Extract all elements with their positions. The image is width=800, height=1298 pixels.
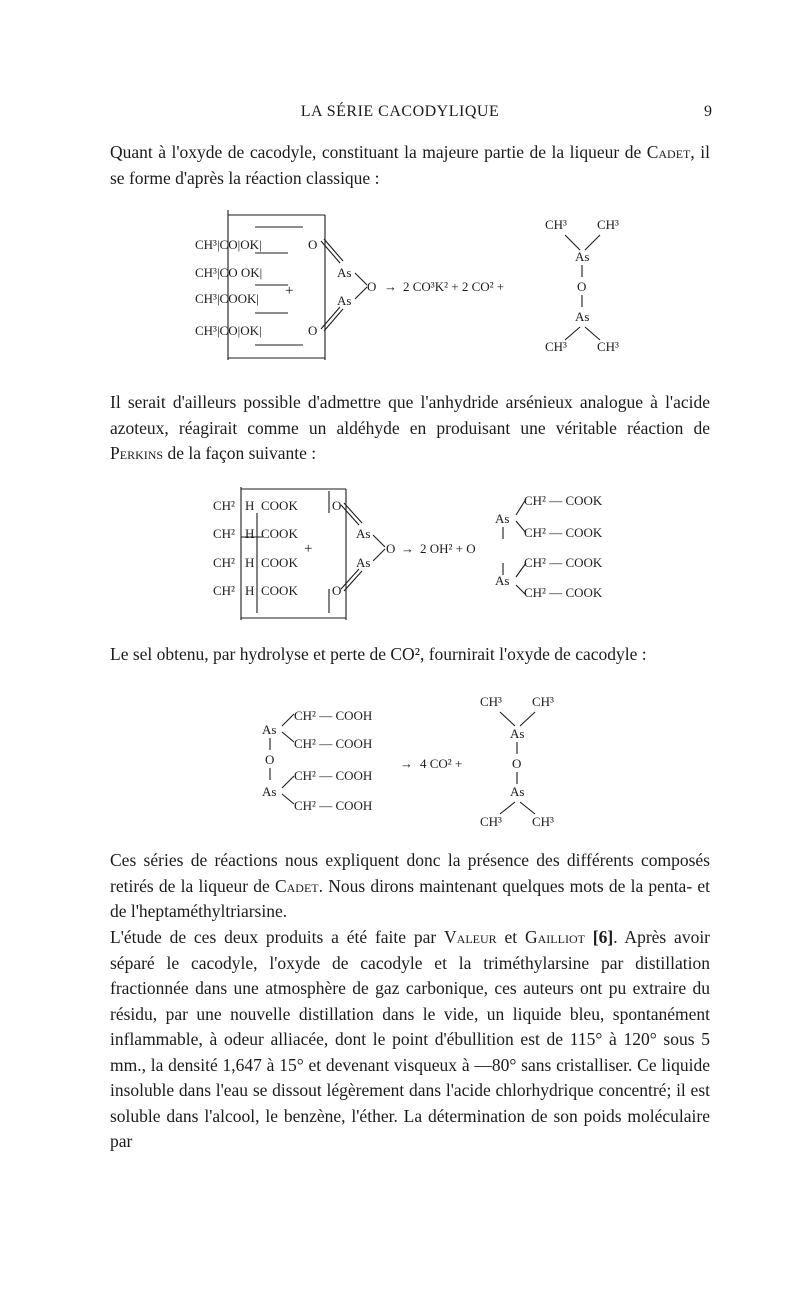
author-gailliot: Gailliot xyxy=(524,927,585,947)
r2-as-bottom: As xyxy=(495,573,510,588)
r2-ch2-4: CH² xyxy=(213,583,235,598)
author-perkins: Perkins xyxy=(110,443,164,463)
r1-ch3-br: CH³ xyxy=(597,339,619,354)
r1-products: 2 CO³K² + 2 CO² + xyxy=(403,279,505,294)
r3-arrow: → xyxy=(400,756,413,771)
r1-as-top: As xyxy=(575,249,590,264)
r2-chain-4: CH² — COOK xyxy=(524,585,603,600)
r2-plus: + xyxy=(304,541,313,557)
r1-o-bottom: O xyxy=(308,323,318,338)
r2-as-top: As xyxy=(495,511,510,526)
r3-o-right: O xyxy=(512,756,522,771)
r2-cook-1: COOK xyxy=(261,498,298,513)
r3-as-bottom: As xyxy=(262,784,277,799)
running-title: LA SÉRIE CACODYLIQUE xyxy=(300,103,500,120)
p5-text-et: et xyxy=(496,927,525,947)
r2-cook-4: COOK xyxy=(261,583,298,598)
r1-row-4: CH³|CO|OK| xyxy=(195,323,262,338)
r2-ch2-2: CH² xyxy=(213,526,235,541)
r1-row-3: CH³|COOK| xyxy=(195,291,259,306)
r3-as-right-top: As xyxy=(510,726,525,741)
r2-chain-1: CH² — COOK xyxy=(524,493,603,508)
r3-chain-4: CH² — COOH xyxy=(294,798,373,813)
r3-ch3-tl: CH³ xyxy=(480,694,502,709)
r1-as-bottom: As xyxy=(575,309,590,324)
r2-chain-3: CH² — COOK xyxy=(524,555,603,570)
r2-cook-2: COOK xyxy=(261,526,298,541)
r2-o-bottom: O xyxy=(332,583,342,598)
r2-h-4: H xyxy=(245,583,255,598)
p3-text: Le sel obtenu, par hydrolyse et perte de CO², fournirait l'oxyde de cacodyle : xyxy=(110,644,647,664)
r3-as-right-bottom: As xyxy=(510,784,525,799)
r1-row-2: CH³|CO OK| xyxy=(195,265,263,280)
r3-ch3-bl: CH³ xyxy=(480,814,502,829)
r1-row-1: CH³|CO|OK| xyxy=(195,237,262,252)
r1-ch3-tl: CH³ xyxy=(545,217,567,232)
p2-text-b: de la façon suivante : xyxy=(163,443,317,463)
r2-as-2: As xyxy=(356,555,371,570)
r3-as-top: As xyxy=(262,722,277,737)
r2-h-1: H xyxy=(245,498,255,513)
r1-as-1: As xyxy=(337,265,352,280)
paragraph-4 xyxy=(110,848,710,925)
author-cadet: Cadet xyxy=(646,142,691,162)
page-header xyxy=(0,103,800,127)
reference-6: [6] xyxy=(592,927,614,947)
r1-o-top: O xyxy=(308,237,318,252)
p1-text-b: , il se forme d'après la réaction classique : xyxy=(110,142,710,188)
r1-bridge-o: O xyxy=(367,279,377,294)
r1-ch3-bl: CH³ xyxy=(545,339,567,354)
reaction-3-scheme xyxy=(262,690,582,830)
author-cadet-2: Cadet xyxy=(274,875,319,896)
r3-ch3-br: CH³ xyxy=(532,814,554,829)
r3-ch3-tr: CH³ xyxy=(532,694,554,709)
reaction-1-scheme xyxy=(195,205,645,365)
r2-bridge-o: O xyxy=(386,541,396,556)
r1-plus: + xyxy=(285,283,294,299)
r3-chain-1: CH² — COOH xyxy=(294,708,373,723)
author-valeur: Valeur xyxy=(444,927,497,947)
p5-text-a: L'étude de ces deux produits a été faite par xyxy=(110,927,445,947)
r2-cook-3: COOK xyxy=(261,555,298,570)
p5-text-b: . Après avoir séparé le cacodyle, l'oxyde de cacodyle et la triméthylarsine par distillation fractionnée dans une atmosphère de gaz carbonique, ces auteurs ont pu extraire du résidu, par une nouvelle distillation dans le vide, un liquide bleu, spontanément inflammable, à odeur alliacée, dont le point d'ébullition est de 115° à 120° sous 5 mm., la densité 1,647 à 15° et devenant visqueux à —80° sans cristalliser. Ce liquide insoluble dans l'eau se dissout légèrement dans l'acide chlorhydrique concentré; il est soluble dans l'alcool, le benzène, l'éther. La détermination de son poids moléculaire par xyxy=(110,927,711,1151)
p1-text-a: Quant à l'oxyde de cacodyle, constituant la majeure partie de la liqueur de xyxy=(110,142,647,162)
paragraph-5 xyxy=(110,925,710,1155)
r1-o-center: O xyxy=(577,279,587,294)
r2-chain-2: CH² — COOK xyxy=(524,525,603,540)
r2-h-2: H xyxy=(245,526,255,541)
r2-arrow: → xyxy=(401,541,414,556)
p4-text-b: . Nous dirons maintenant quelques mots de la penta- et de l'heptaméthyltriarsine. xyxy=(110,875,710,921)
r3-chain-2: CH² — COOH xyxy=(294,736,373,751)
r2-o-top: O xyxy=(332,498,342,513)
r1-as-2: As xyxy=(337,293,352,308)
r2-ch2-1: CH² xyxy=(213,498,235,513)
r2-h-3: H xyxy=(245,555,255,570)
page-number: 9 xyxy=(704,103,712,120)
p4-text-a: Ces séries de réactions nous expliquent donc la présence des différents composés retirés de la liqueur de xyxy=(110,850,710,896)
r1-ch3-tr: CH³ xyxy=(597,217,619,232)
r3-products: 4 CO² + xyxy=(420,756,463,771)
paragraph-3 xyxy=(110,642,710,668)
paragraph-1 xyxy=(110,140,710,191)
r2-products: 2 OH² + O xyxy=(420,541,476,556)
r1-arrow: → xyxy=(384,279,397,294)
r3-o-center: O xyxy=(265,752,275,767)
r2-ch2-3: CH² xyxy=(213,555,235,570)
r2-as-1: As xyxy=(356,526,371,541)
p2-text-a: Il serait d'ailleurs possible d'admettre que l'anhydride arsénieux analogue à l'acide azoteux, réagirait comme un aldéhyde en produisant une véritable réaction de xyxy=(110,392,710,438)
r3-chain-3: CH² — COOH xyxy=(294,768,373,783)
reaction-2-scheme xyxy=(213,485,633,625)
paragraph-2 xyxy=(110,390,710,467)
